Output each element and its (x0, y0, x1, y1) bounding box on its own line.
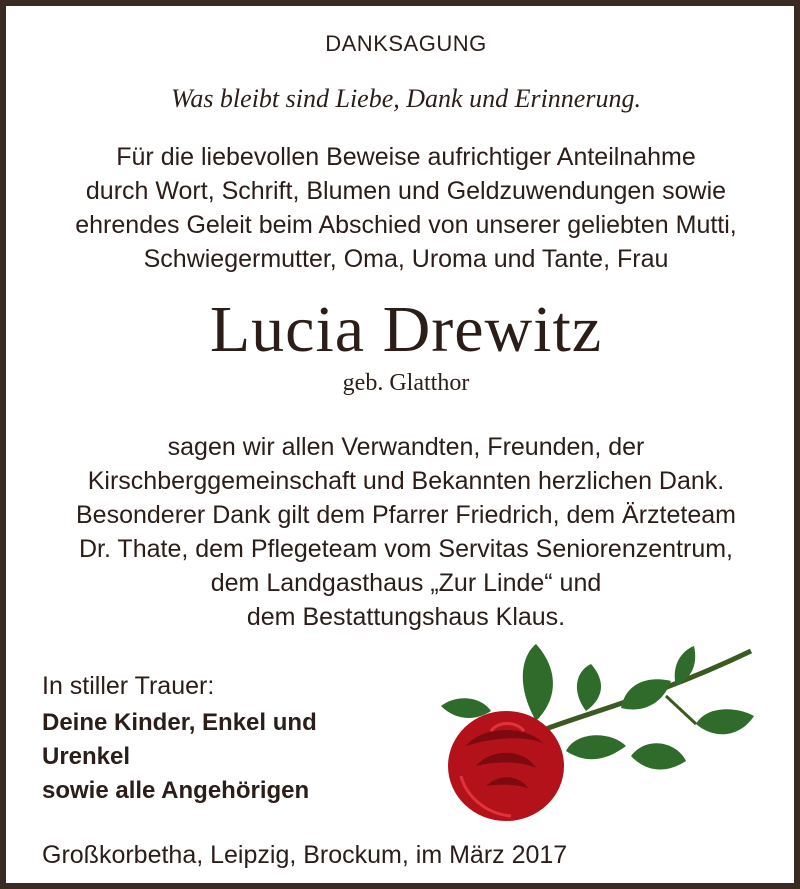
red-rose-icon (436, 636, 766, 826)
intro-paragraph (6, 140, 800, 276)
mourning-label: In stiller Trauer: (42, 672, 215, 700)
thanks-line: dem Bestattungshaus Klaus. (246, 603, 566, 631)
thanks-line: sagen wir allen Verwandten, Freunden, der (167, 433, 645, 461)
family-line: Deine Kinder, Enkel und (42, 709, 317, 736)
deceased-name: Lucia Drewitz (209, 293, 603, 366)
intro-line: durch Wort, Schrift, Blumen und Geldzuwendungen sowie (85, 177, 727, 205)
thanks-paragraph (6, 430, 800, 634)
intro-line: Für die liebevollen Beweise aufrichtiger Anteilnahme (116, 143, 696, 171)
family-line: Urenkel (42, 743, 131, 770)
thanks-line: Besonderer Dank gilt dem Pfarrer Friedrich, dem Ärzteteam (76, 501, 736, 529)
heading: DANKSAGUNG (325, 31, 487, 56)
place-date: Großkorbetha, Leipzig, Brockum, im März 2017 (42, 841, 568, 869)
birth-name: geb. Glatthor (342, 370, 470, 396)
thanks-line: dem Landgasthaus „Zur Linde“ und (210, 569, 602, 597)
family-signature (42, 706, 317, 808)
thanks-line: Dr. Thate, dem Pflegeteam vom Servitas Seniorenzentrum, (78, 535, 733, 563)
family-line: sowie alle Angehörigen (42, 777, 310, 804)
motto: Was bleibt sind Liebe, Dank und Erinnerung. (171, 84, 641, 113)
intro-line: ehrendes Geleit beim Abschied von unserer geliebten Mutti, (75, 211, 737, 239)
intro-line: Schwiegermutter, Oma, Uroma und Tante, Frau (143, 245, 669, 273)
thanks-line: Kirschberggemeinschaft und Bekannten herzlichen Dank. (87, 467, 725, 495)
